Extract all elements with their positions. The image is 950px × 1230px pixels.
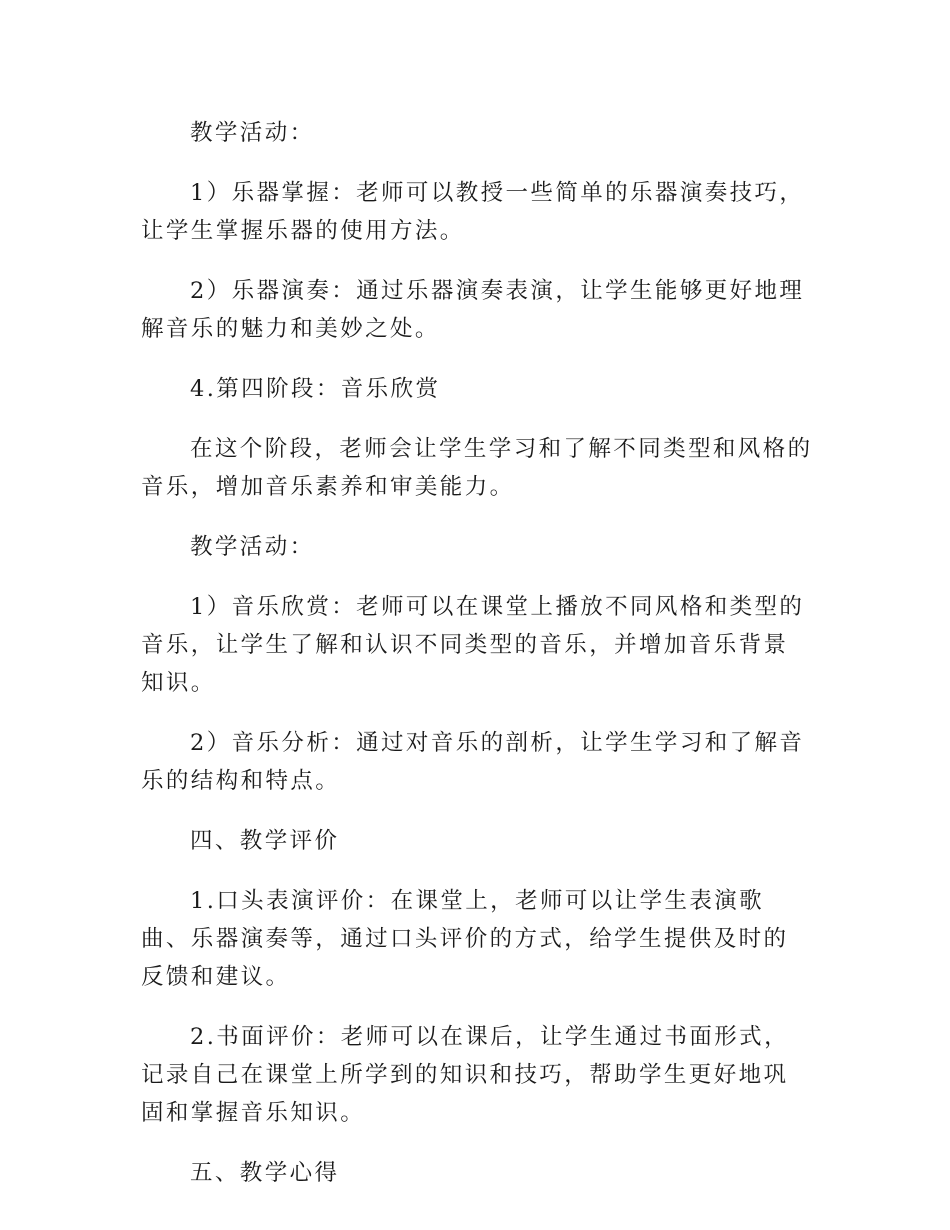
paragraph-teaching-activities-1: 教学活动： — [190, 120, 315, 146]
paragraph-instrument-mastery: 1）乐器掌握：老师可以教授一些简单的乐器演奏技巧，让学生掌握乐器的使用方法。 — [141, 180, 805, 244]
paragraph-stage-four-intro: 在这个阶段，老师会让学生学习和了解不同类型和风格的音乐，增加音乐素养和审美能力。 — [141, 436, 813, 500]
paragraph-oral-evaluation: 1.口头表演评价：在课堂上，老师可以让学生表演歌曲、乐器演奏等，通过口头评价的方式，给学生提供及时的反馈和建议。 — [141, 888, 789, 990]
paragraph-written-evaluation: 2.书面评价：老师可以在课后，让学生通过书面形式，记录自己在课堂上所学到的知识和技巧，帮助学生更好地巩固和掌握音乐知识。 — [141, 1024, 789, 1126]
document-body — [141, 114, 813, 1214]
heading-teaching-evaluation: 四、教学评价 — [190, 828, 340, 854]
paragraph-music-analysis: 2）音乐分析：通过对音乐的剖析，让学生学习和了解音乐的结构和特点。 — [141, 730, 805, 794]
paragraph-teaching-activities-2: 教学活动： — [190, 534, 315, 560]
heading-stage-four: 4.第四阶段：音乐欣赏 — [190, 376, 441, 402]
paragraph-music-appreciation: 1）音乐欣赏：老师可以在课堂上播放不同风格和类型的音乐，让学生了解和认识不同类型的音乐，并增加音乐背景知识。 — [141, 594, 805, 696]
paragraph-instrument-performance: 2）乐器演奏：通过乐器演奏表演，让学生能够更好地理解音乐的魅力和美妙之处。 — [141, 278, 805, 342]
heading-teaching-reflection: 五、教学心得 — [190, 1160, 340, 1186]
